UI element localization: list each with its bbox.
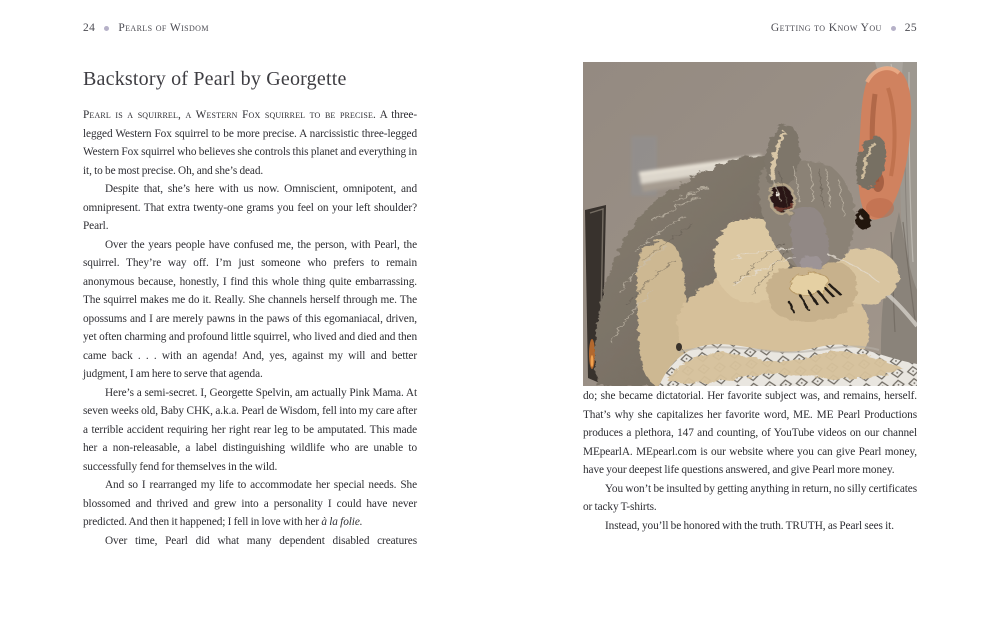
text-segment: And so I rearranged my life to accommodate her special needs. She blossomed and thrived and grew into a personality I could have never predicted. And then it happened; I fell in love with her xyxy=(83,479,417,528)
text-segment: Here’s a semi-secret. I, Georgette Spelvin, am actually Pink Mama. At seven weeks old, Baby CHK, a.k.a. Pearl de Wisdom, fell into my care after a terrible accident requiring her right rear leg to be amputated. This made her a non-releasable, a label distinguishing wildlife who are unable to successfully fend for themselves in the wild. xyxy=(83,386,417,473)
paragraph xyxy=(83,180,417,236)
text-segment: Instead, you’ll be honored with the truth. TRUTH, as Pearl sees it. xyxy=(605,519,894,532)
text-segment: Pearl is a squirrel, a Western Fox squirrel to be precise. xyxy=(83,109,376,121)
text-segment: You won’t be insulted by getting anything in return, no silly certificates or tacky T-shirts. xyxy=(583,482,917,513)
right-running-head-label: Getting to Know You xyxy=(770,22,882,34)
right-page-body xyxy=(583,387,917,535)
paragraph xyxy=(583,480,917,517)
paragraph xyxy=(83,106,417,180)
paragraph xyxy=(583,517,917,536)
separator-dot-icon xyxy=(104,26,109,31)
squirrel-photo xyxy=(583,62,917,386)
paragraph xyxy=(83,236,417,384)
paragraph xyxy=(83,476,417,532)
left-page-body xyxy=(83,106,417,550)
text-segment: Despite that, she’s here with us now. Omniscient, omnipotent, and omnipresent. That extra twenty-one grams you feel on your left shoulder? Pearl. xyxy=(83,183,417,232)
text-segment: Over time, Pearl did what many dependent disabled creatures xyxy=(105,534,417,547)
left-page-number: 24 xyxy=(83,22,96,34)
paragraph xyxy=(83,532,417,551)
chapter-title: Backstory of Pearl by Georgette xyxy=(83,68,347,90)
right-running-head xyxy=(583,22,917,34)
right-page-number: 25 xyxy=(904,22,917,34)
left-running-head xyxy=(83,22,209,34)
squirrel-photo-illustration xyxy=(583,62,917,386)
left-running-head-label: Pearls of Wisdom xyxy=(118,22,209,34)
text-segment: A three-legged Western Fox squirrel to be more precise. A narcissistic three-legged Western Fox squirrel who believes she controls this planet and everything in it, to be most precise. Oh, and she’s dead. xyxy=(83,109,417,177)
text-segment: do; she became dictatorial. Her favorite subject was, and remains, herself. That’s why she capitalizes her favorite word, ME. ME Pearl Productions produces a plethora, 147 and counting, of YouTube videos on our channel MEpearlA. MEpearl.com is our website where you can give Pearl money, have your deepest life questions answered, and give Pearl more money. xyxy=(583,390,917,476)
paragraph xyxy=(583,387,917,480)
belly-dark-spot xyxy=(676,343,682,351)
text-segment: à la folie. xyxy=(321,516,363,528)
separator-dot-icon xyxy=(891,26,896,31)
text-segment: Over the years people have confused me, the person, with Pearl, the squirrel. They’re way off. I’m just someone who prefers to remain anonymous because, honestly, I find this whole thing quite embarrassing. The squirrel makes me do it. Really. She channels herself through me. The opossums and I are merely pawns in the paws of this egomaniacal, driven, yet often charming and profound little squirrel, who lived and died and then came back . . . with an agenda! And, yes, against my will and better judgment, I am here to serve that agenda. xyxy=(83,238,417,380)
paragraph xyxy=(83,384,417,477)
